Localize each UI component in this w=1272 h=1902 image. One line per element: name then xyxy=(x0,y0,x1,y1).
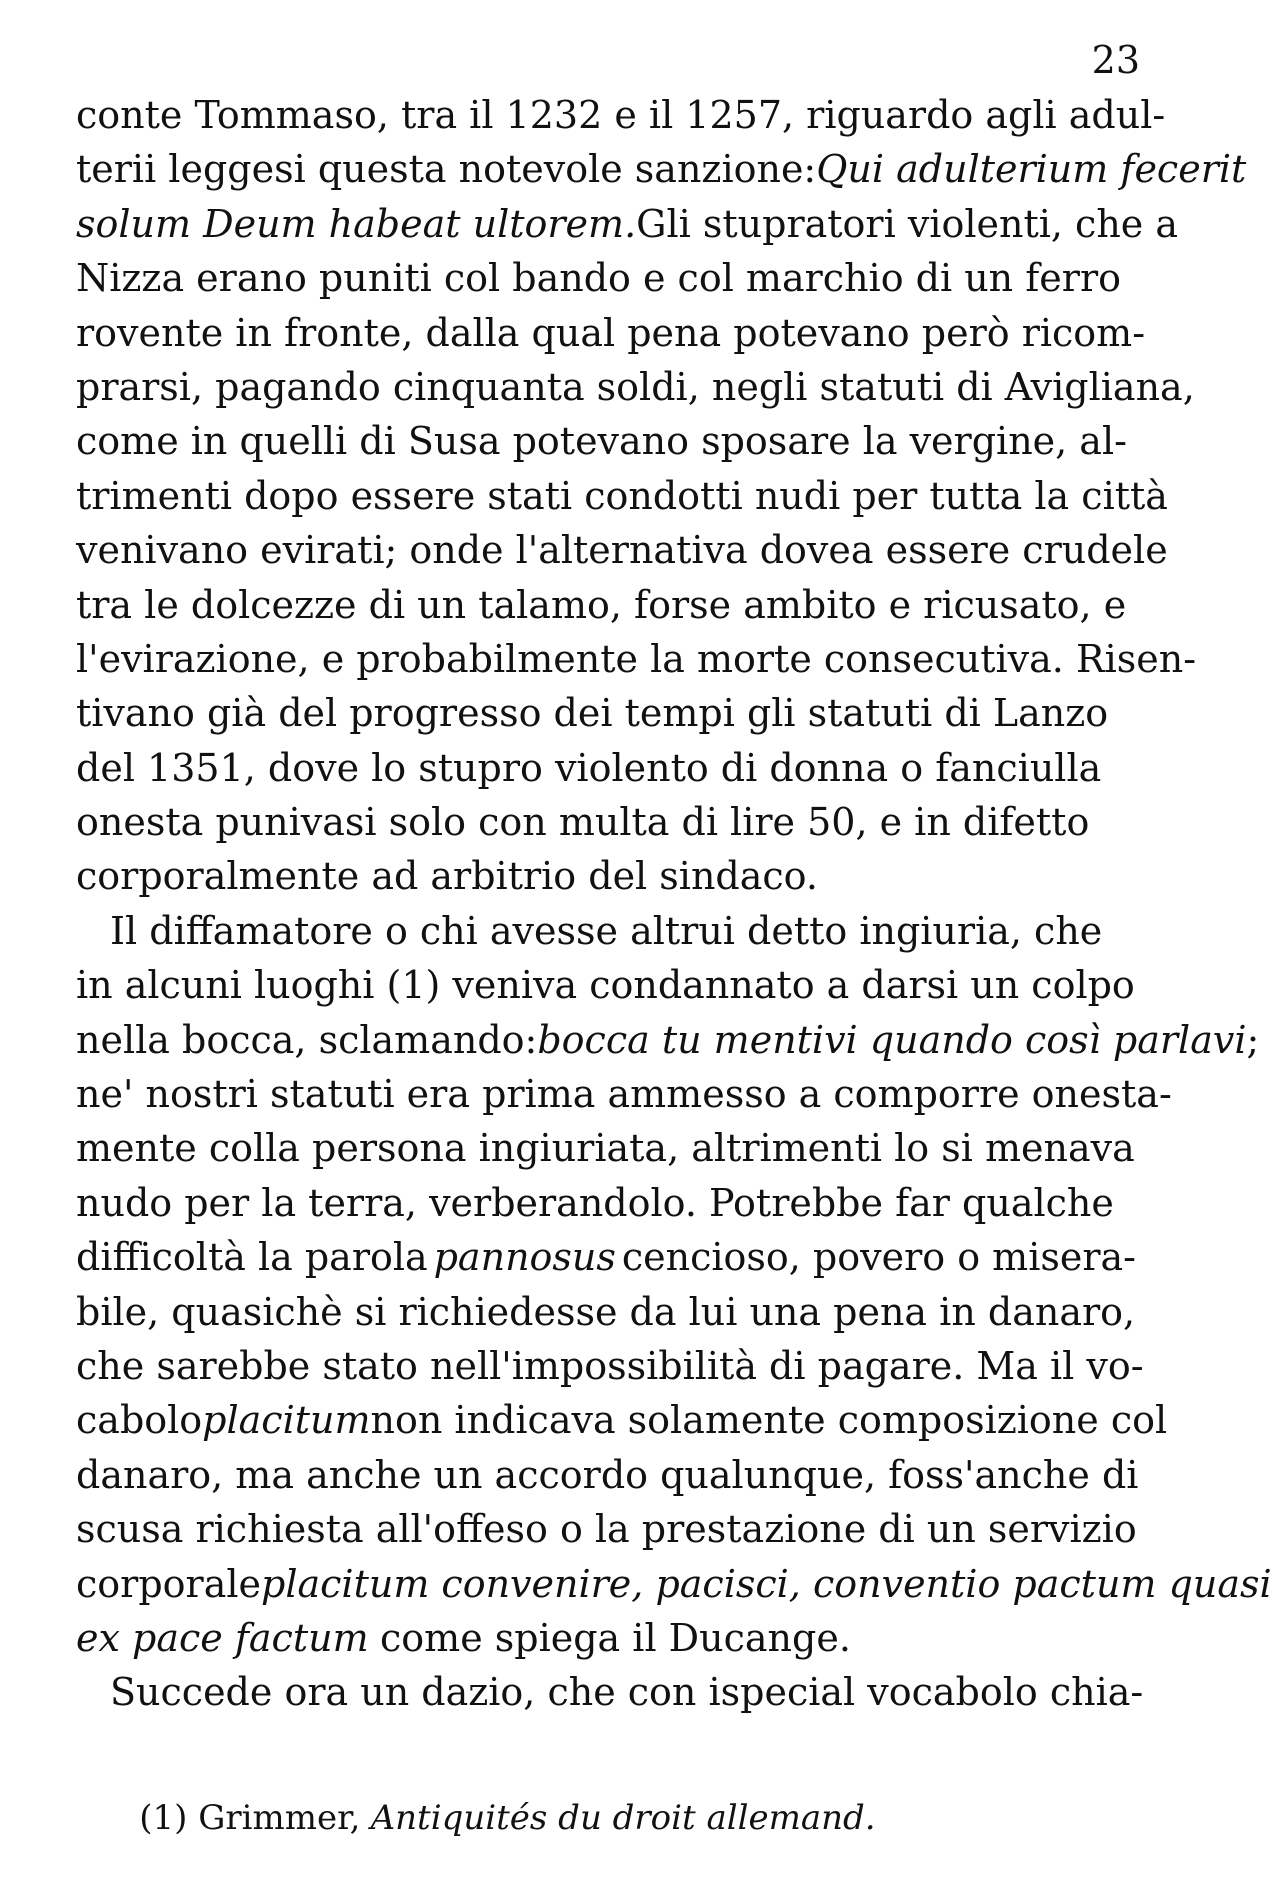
footnote-work-title: Antiquités du droit allemand. xyxy=(370,1798,876,1838)
text-line xyxy=(76,741,1136,795)
paragraph-first-line xyxy=(76,904,1136,958)
text-segment: bile, quasichè si richiedesse da lui una pena in danaro, xyxy=(76,1289,1136,1334)
text-segment: come spiega il Ducange. xyxy=(380,1615,851,1660)
italic-latin-phrase: bocca tu mentivi quando così parlavi xyxy=(537,1017,1247,1062)
text-segment: venivano evirati; onde l'alternativa dovea essere crudele xyxy=(76,528,1168,573)
italic-latin-phrase: pannosus xyxy=(433,1235,616,1280)
text-segment: Gli stupratori violenti, che a xyxy=(636,201,1179,246)
text-segment: nudo per la terra, verberandolo. Potrebbe far qualche xyxy=(76,1180,1114,1225)
text-line xyxy=(76,1230,1136,1284)
text-line xyxy=(76,1013,1260,1067)
text-segment: scusa richiesta all'offeso o la prestazione di un servizio xyxy=(76,1507,1137,1552)
text-line xyxy=(76,1067,1172,1121)
text-line xyxy=(76,414,1136,468)
text-segment: Il diffamatore o chi avesse altrui detto ingiuria, che xyxy=(110,908,1103,953)
text-segment: corporale xyxy=(76,1561,261,1606)
text-line xyxy=(76,1121,1136,1175)
paragraph-first-line xyxy=(76,1665,1144,1719)
body-text xyxy=(76,88,1272,1720)
text-segment: tivano già del progresso dei tempi gli statuti di Lanzo xyxy=(76,691,1109,736)
text-line xyxy=(76,958,1136,1012)
text-line xyxy=(76,1393,1168,1447)
text-line xyxy=(76,251,1136,305)
text-line xyxy=(76,88,1166,142)
text-segment: ; xyxy=(1246,1017,1260,1062)
text-line xyxy=(76,1502,1136,1556)
text-line xyxy=(76,306,1146,360)
text-segment: Nizza erano puniti col bando e col marchio di un ferro xyxy=(76,256,1121,301)
text-segment: mente colla persona ingiuriata, altrimenti lo si menava xyxy=(76,1126,1135,1171)
text-segment: non indicava solamente composizione col xyxy=(370,1398,1168,1443)
text-segment: ne' nostri statuti era prima ammesso a comporre onesta- xyxy=(76,1072,1172,1117)
text-segment: onesta punivasi solo con multa di lire 50, e in difetto xyxy=(76,800,1090,845)
text-line xyxy=(76,1176,1136,1230)
text-line xyxy=(76,1611,1136,1665)
text-line xyxy=(76,142,1247,196)
text-segment: che sarebbe stato nell'impossibilità di pagare. Ma il vo- xyxy=(76,1343,1144,1388)
text-line xyxy=(76,1448,1139,1502)
text-segment: terii leggesi questa notevole sanzione: xyxy=(76,147,817,192)
italic-latin-phrase: placitum xyxy=(202,1398,371,1443)
text-line xyxy=(76,632,1197,686)
text-segment: prarsi, pagando cinquanta soldi, negli statuti di Avigliana, xyxy=(76,364,1195,409)
text-line xyxy=(76,1285,1136,1339)
footnote-reference: (1) Grimmer, xyxy=(139,1798,361,1838)
footnote xyxy=(96,1752,876,1884)
text-segment: cabolo xyxy=(76,1398,203,1443)
text-line xyxy=(76,795,1136,849)
text-line xyxy=(76,849,1136,903)
text-segment: danaro, ma anche un accordo qualunque, foss'anche di xyxy=(76,1452,1139,1497)
text-line xyxy=(76,686,1136,740)
text-segment: Succede ora un dazio, che con ispecial vocabolo chia- xyxy=(110,1670,1144,1715)
text-segment: trimenti dopo essere stati condotti nudi per tutta la città xyxy=(76,473,1168,518)
text-segment: l'evirazione, e probabilmente la morte consecutiva. Risen- xyxy=(76,636,1197,681)
text-line xyxy=(76,360,1195,414)
text-segment: corporalmente ad arbitrio del sindaco. xyxy=(76,854,818,899)
text-segment: tra le dolcezze di un talamo, forse ambito e ricusato, e xyxy=(76,582,1127,627)
italic-latin-phrase: solum Deum habeat ultorem. xyxy=(76,201,637,246)
text-line xyxy=(76,197,1179,251)
italic-latin-phrase: ex pace factum xyxy=(76,1615,369,1660)
text-line xyxy=(76,469,1168,523)
text-segment: difficoltà la parola xyxy=(76,1235,428,1280)
text-segment: come in quelli di Susa potevano sposare la vergine, al- xyxy=(76,419,1127,464)
italic-latin-phrase: placitum convenire, pacisci, conventio pactum quasi xyxy=(261,1561,1272,1606)
text-segment: rovente in fronte, dalla qual pena potevano però ricom- xyxy=(76,310,1146,355)
page-number: 23 xyxy=(1091,38,1140,82)
text-line xyxy=(76,1557,1272,1611)
text-line xyxy=(76,578,1136,632)
text-segment: nella bocca, sclamando: xyxy=(76,1017,538,1062)
text-segment: del 1351, dove lo stupro violento di donna o fanciulla xyxy=(76,745,1102,790)
text-line xyxy=(76,1339,1144,1393)
italic-latin-phrase: Qui adulterium fecerit xyxy=(816,147,1247,192)
text-segment: conte Tommaso, tra il 1232 e il 1257, riguardo agli adul- xyxy=(76,93,1166,137)
text-segment: cencioso, povero o misera- xyxy=(621,1235,1136,1280)
text-segment: in alcuni luoghi (1) veniva condannato a darsi un colpo xyxy=(76,963,1135,1008)
text-line xyxy=(76,523,1168,577)
